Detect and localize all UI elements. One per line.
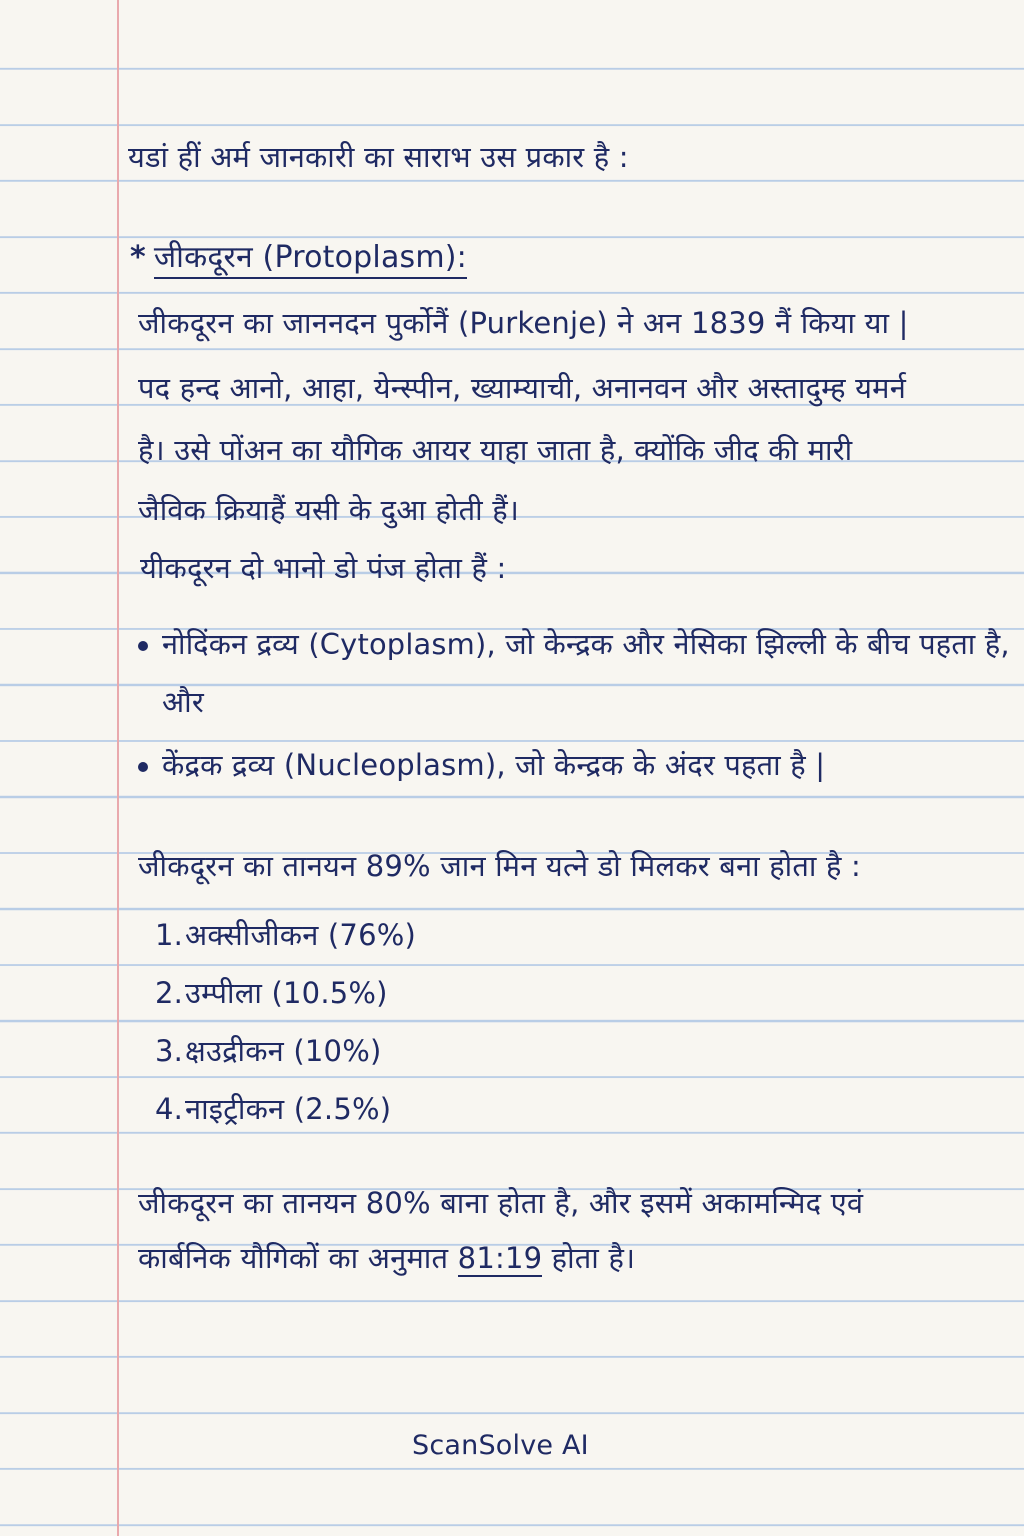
list-item [155, 915, 416, 955]
list-item [155, 1031, 381, 1071]
paragraph3: जीकदूरन का तानयन 89% जान मिन यत्ने डो मिलकर बना होता है : [138, 849, 862, 883]
paragraph1-line1: जीकदूरन का जाननदन पुर्कोनैं (Purkenje) ने अन 1839 नैं किया या | [138, 306, 909, 340]
paragraph4-line2-end: होता है। [551, 1241, 636, 1275]
bullet-item-2 [138, 745, 825, 785]
margin-line [117, 0, 119, 1536]
list-number: 4. [155, 1092, 184, 1126]
list-text: नाइट्रीकन (2.5%) [185, 1092, 392, 1126]
paragraph4-line2-start: कार्बनिक यौगिकों का अनुमात [138, 1241, 449, 1275]
intro-line: यडां हीं अर्म जानकारी का साराभ उस प्रकार है : [128, 140, 629, 174]
paragraph4-line1: जीकदूरन का तानयन 80% बाना होता है, और इसमें अकामन्मिद एवं [138, 1186, 864, 1220]
bullet-dot [138, 641, 148, 651]
paragraph4-line2 [138, 1238, 635, 1278]
bullet-dot [138, 762, 148, 772]
list-text: क्षउद्रीकन (10%) [185, 1034, 382, 1068]
paragraph2: यीकदूरन दो भानो डो पंज होता हैं : [140, 551, 507, 585]
list-item [155, 1089, 391, 1129]
bullet-2-text: केंद्रक द्रव्य (Nucleoplasm), जो केन्द्रक के अंदर पहता है | [162, 748, 826, 782]
footer-brand: ScanSolve AI [412, 1430, 589, 1461]
list-text: उम्पीला (10.5%) [185, 976, 388, 1010]
list-number: 2. [155, 976, 184, 1010]
paragraph1-line2: पद हन्द आनो, आहा, येन्स्पीन, ख्याम्याची, अनानवन और अस्तादुम्ह यमर्न [138, 371, 907, 405]
bullet-item-1-continuation: और [162, 685, 204, 719]
paragraph1-line3: है। उसे पोंअन का यौगिक आयर याहा जाता है, क्योंकि जीद की मारी [138, 433, 853, 467]
list-text: अक्सीजीकन (76%) [185, 918, 417, 952]
paragraph1-line4: जैविक क्रियाहैं यसी के दुआ होती हैं। [138, 493, 520, 527]
ratio-value: 81:19 [457, 1241, 543, 1275]
bullet-item-1 [138, 624, 1010, 664]
list-item [155, 973, 388, 1013]
heading-star: * [130, 240, 146, 275]
bullet-1-text: नोदिंकन द्रव्य (Cytoplasm), जो केन्द्रक और नेसिका झिल्ली के बीच पहता है, [162, 627, 1010, 661]
section-heading [130, 238, 467, 278]
list-number: 3. [155, 1034, 184, 1068]
heading-text: जीकदूरन (Protoplasm): [154, 240, 467, 279]
list-number: 1. [155, 918, 184, 952]
